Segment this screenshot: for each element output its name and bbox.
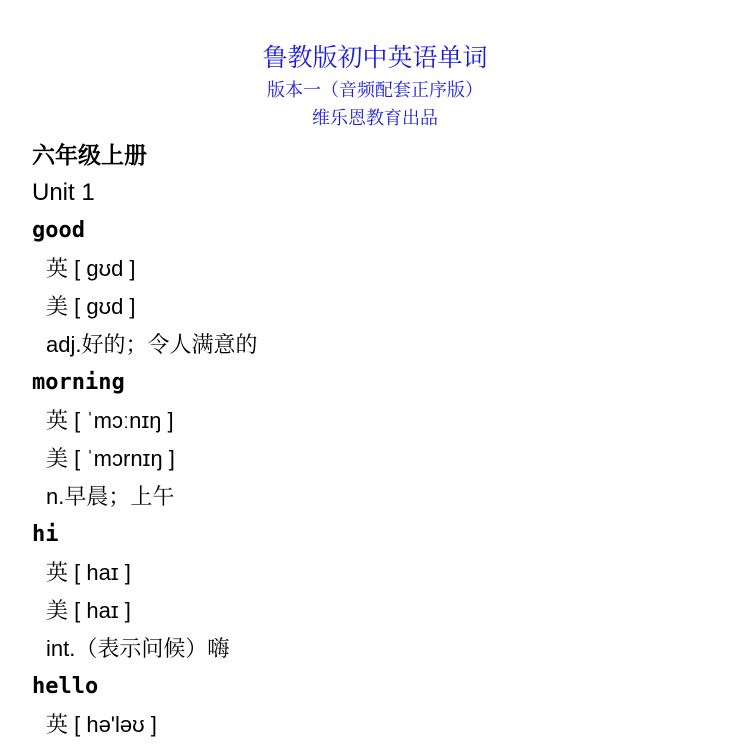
uk-pronunciation: 英 [ hə'ləʊ ] [46, 712, 157, 737]
word-headword: hello [32, 674, 99, 699]
word-entry [32, 212, 732, 364]
word-entry [32, 364, 732, 516]
uk-pronunciation: 英 [ ˈmɔːnɪŋ ] [46, 408, 174, 433]
word-headword: good [32, 218, 85, 243]
document-subtitle: 版本一（音频配套正序版） [267, 80, 483, 100]
us-pronunciation: 美 [ ɡʊd ] [46, 294, 136, 319]
document-header [0, 40, 750, 132]
word-list [32, 136, 732, 744]
us-pronunciation: 美 [ ˈmɔrnɪŋ ] [46, 446, 175, 471]
grade-heading: 六年级上册 [32, 142, 147, 168]
uk-pronunciation: 英 [ ɡʊd ] [46, 256, 136, 281]
uk-pronunciation: 英 [ haɪ ] [46, 560, 131, 585]
unit-heading: Unit 1 [32, 179, 95, 206]
word-headword: morning [32, 370, 125, 395]
word-headword: hi [32, 522, 59, 547]
word-meaning: int.（表示问候）嗨 [46, 636, 230, 661]
word-entry [32, 516, 732, 668]
us-pronunciation: 美 [ haɪ ] [46, 598, 131, 623]
word-meaning: adj.好的；令人满意的 [46, 332, 258, 357]
document-publisher: 维乐恩教育出品 [312, 108, 438, 128]
word-entry [32, 668, 732, 744]
word-meaning: n.早晨；上午 [46, 484, 175, 509]
document-title: 鲁教版初中英语单词 [262, 44, 488, 72]
